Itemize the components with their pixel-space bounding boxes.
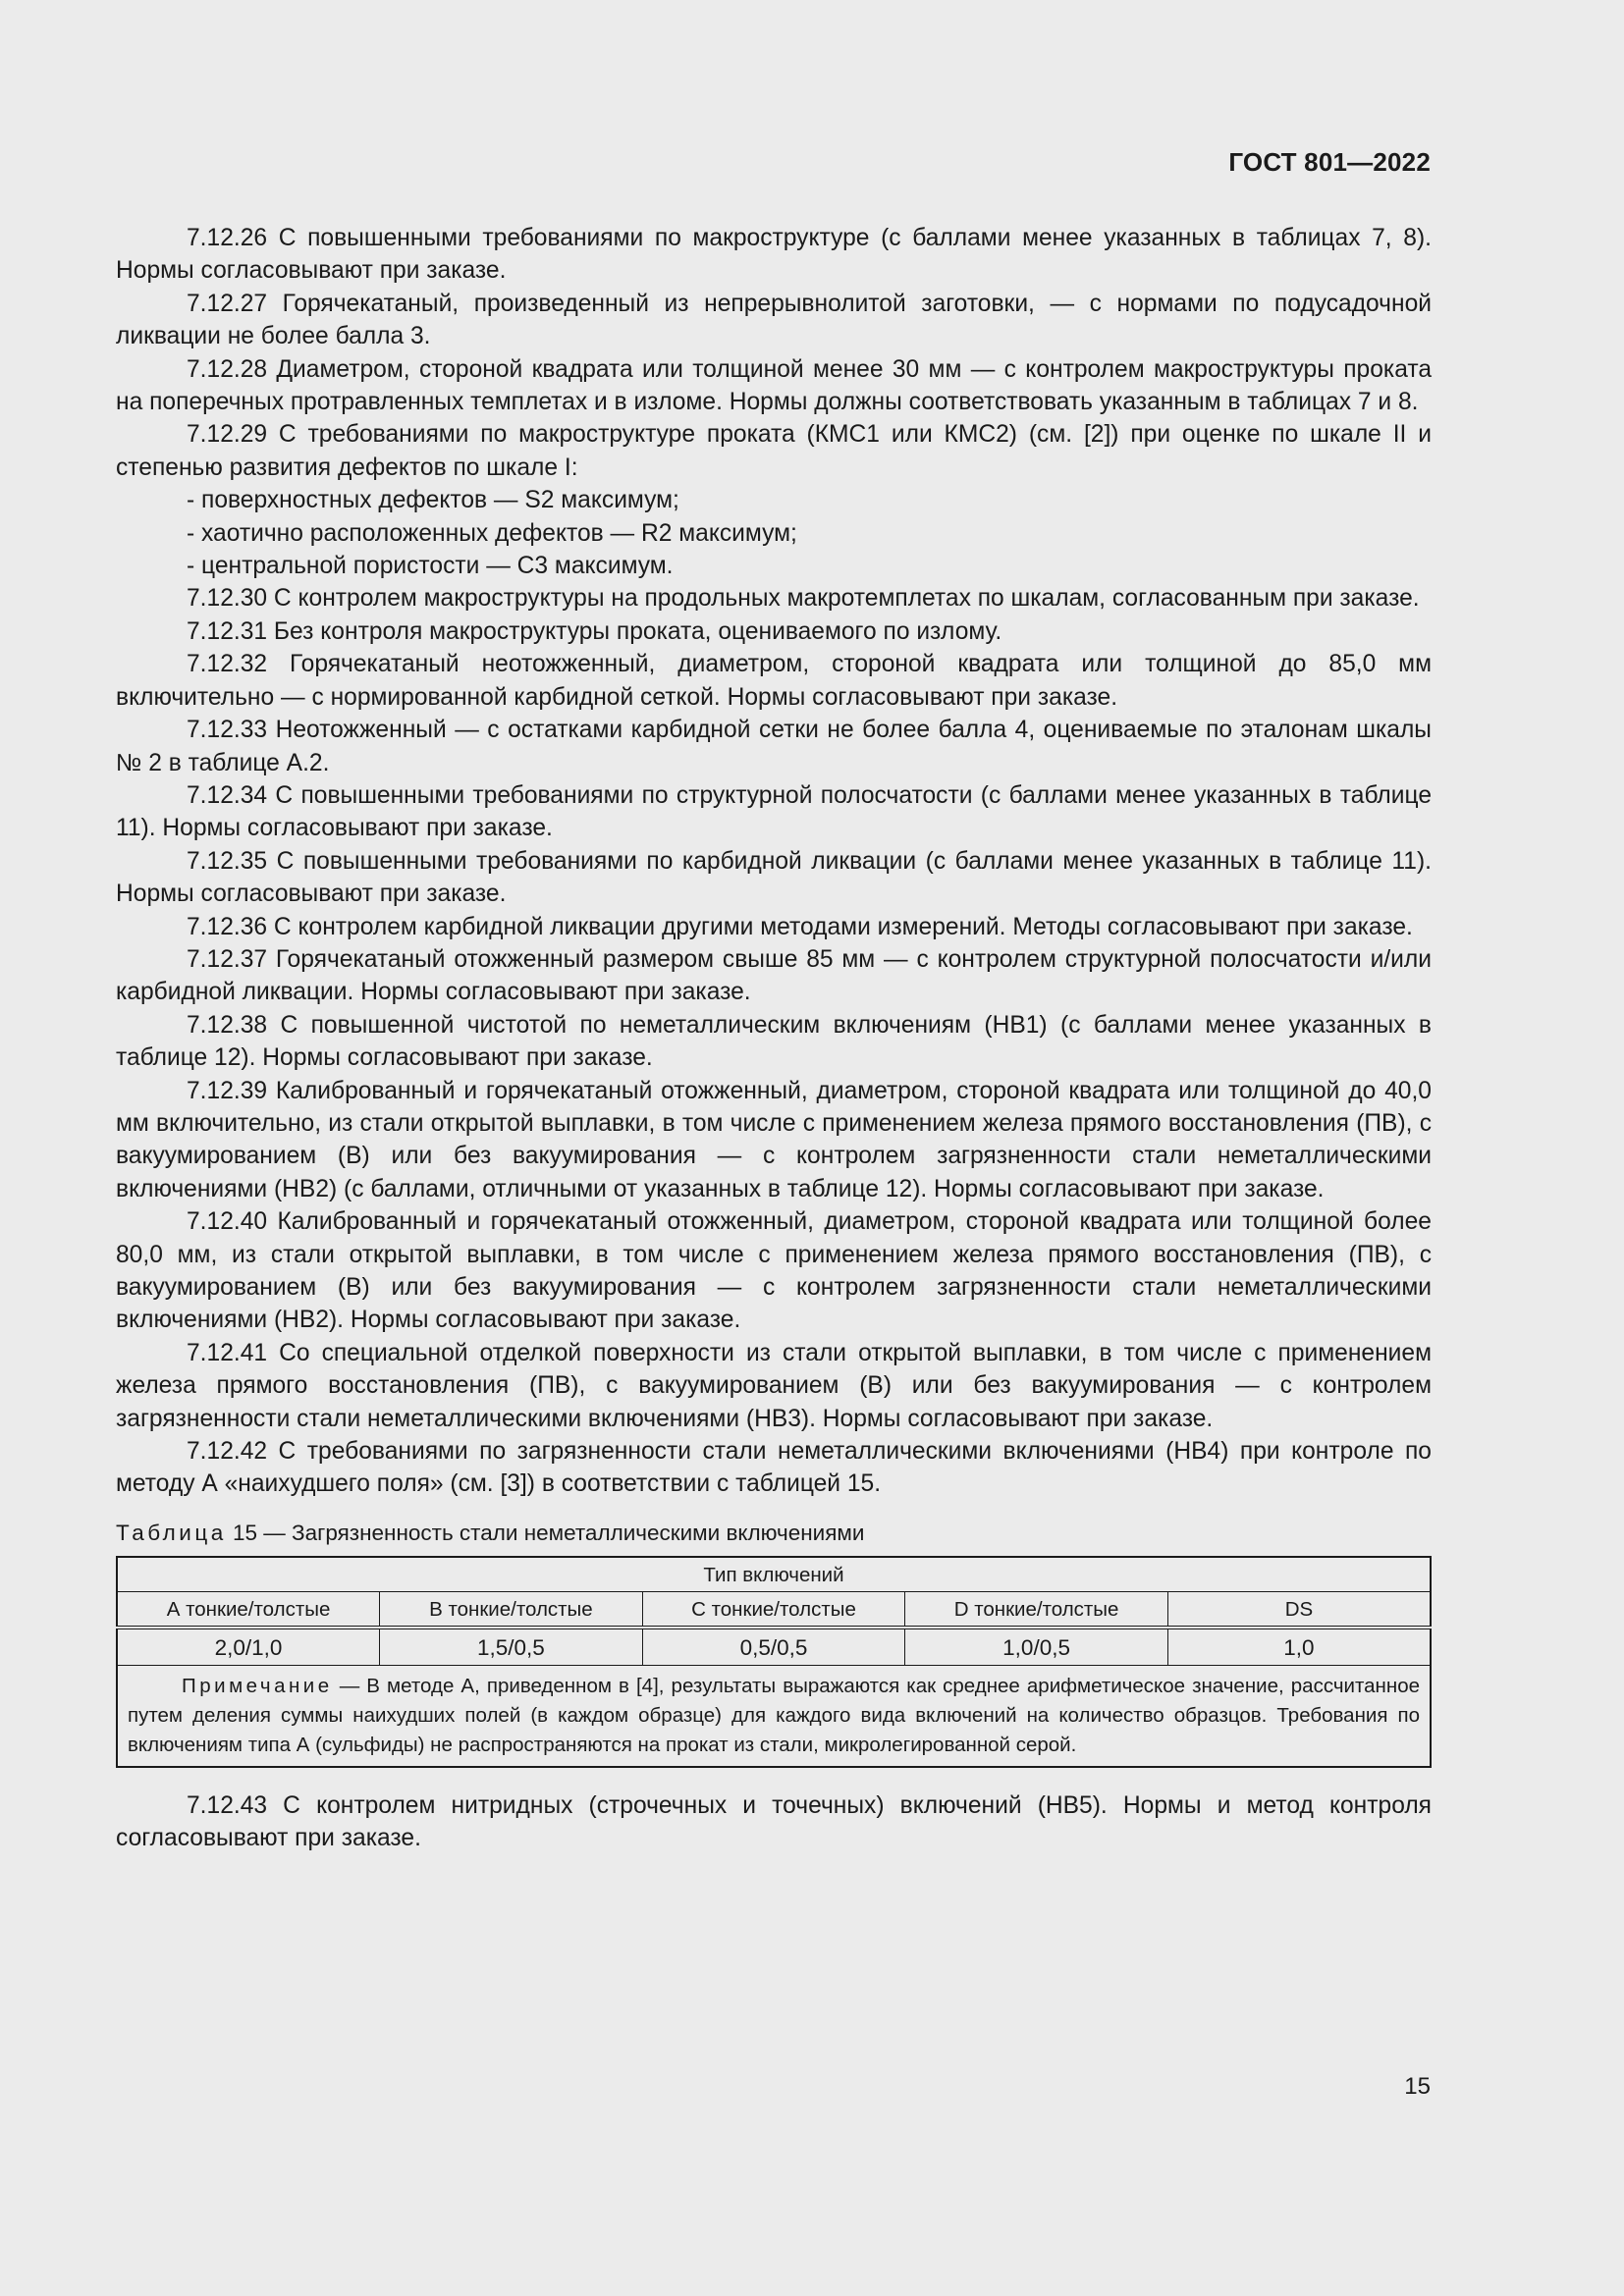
table-cell: 1,0 xyxy=(1167,1628,1431,1666)
paragraph-7-12-28: 7.12.28 Диаметром, стороной квадрата или толщиной менее 30 мм — с контролем макроструктуры проката на поперечных протравленных темплетах и в изломе. Нормы должны соответствовать указанным в таблицах 7 и 8. xyxy=(116,355,1432,416)
table-column-header: В тонкие/толстые xyxy=(380,1591,643,1628)
table-column-header: С тонкие/толстые xyxy=(642,1591,905,1628)
table-column-header: D тонкие/толстые xyxy=(905,1591,1168,1628)
paragraph-7-12-31: 7.12.31 Без контроля макроструктуры проката, оцениваемого по излому. xyxy=(187,617,1002,645)
list-item: - центральной пористости — C3 максимум. xyxy=(187,553,674,580)
paragraph-7-12-34: 7.12.34 С повышенными требованиями по структурной полосчатости (с баллами менее указанных в таблице 11). Нормы согласовывают при заказе. xyxy=(116,781,1432,842)
paragraph-7-12-39: 7.12.39 Калиброванный и горячекатаный отожженный, диаметром, стороной квадрата или толщиной до 40,0 мм включительно, из стали открытой выплавки, в том числе с применением железа прямого восстановления (ПВ), с вакуумированием (В) или без вакуумирования — с контролем загрязненности стали неметаллическими включениями (НВ2) (с баллами, отличными от указанных в таблице 12). Нормы согласовывают при заказе. xyxy=(116,1077,1432,1202)
page-number: 15 xyxy=(1404,2073,1431,2100)
table-caption xyxy=(116,1519,1432,1548)
paragraph-7-12-38: 7.12.38 С повышенной чистотой по неметаллическим включениям (НВ1) (с баллами менее указанных в таблице 12). Нормы согласовывают при заказе. xyxy=(116,1011,1432,1072)
paragraph-7-12-41: 7.12.41 Со специальной отделкой поверхности из стали открытой выплавки, в том числе с применением железа прямого восстановления (ПВ), с вакуумированием (В) или без вакуумирования — с контролем загрязненности стали неметаллическими включениями (НВ3). Нормы согласовывают при заказе. xyxy=(116,1339,1432,1432)
paragraph-7-12-40: 7.12.40 Калиброванный и горячекатаный отожженный, диаметром, стороной квадрата или толщиной более 80,0 мм, из стали открытой выплавки, в том числе с применением железа прямого восстановления (ПВ), с вакуумированием (В) или без вакуумирования — с контролем загрязненности стали неметаллическими включениями (НВ2). Нормы согласовывают при заказе. xyxy=(116,1208,1432,1334)
paragraph-7-12-42: 7.12.42 С требованиями по загрязненности стали неметаллическими включениями (НВ4) при контроле по методу А «наихудшего поля» (см. [3]) в соответствии с таблицей 15. xyxy=(116,1438,1432,1498)
table-row xyxy=(117,1628,1431,1666)
paragraph-7-12-43: 7.12.43 С контролем нитридных (строчечных и точечных) включений (НВ5). Нормы и метод контроля согласовывают при заказе. xyxy=(116,1791,1432,1852)
table-column-header: DS xyxy=(1167,1591,1431,1628)
table-cell: 2,0/1,0 xyxy=(117,1628,380,1666)
paragraph-7-12-26: 7.12.26 С повышенными требованиями по макроструктуре (с баллами менее указанных в таблицах 7, 8). Нормы согласовывают при заказе. xyxy=(116,225,1432,285)
table-caption-label: Таблица xyxy=(116,1520,227,1545)
paragraph-7-12-30: 7.12.30 С контролем макроструктуры на продольных макротемплетах по шкалам, согласованным при заказе. xyxy=(187,585,1420,613)
table-cell: 0,5/0,5 xyxy=(642,1628,905,1666)
table-note-row xyxy=(117,1665,1431,1767)
table-note xyxy=(117,1665,1431,1767)
table-column-header: А тонкие/толстые xyxy=(117,1591,380,1628)
table-group-header-row xyxy=(117,1557,1431,1592)
paragraph-7-12-37: 7.12.37 Горячекатаный отожженный размером свыше 85 мм — с контролем структурной полосчатости и/или карбидной ликвации. Нормы согласовывают при заказе. xyxy=(116,945,1432,1006)
table-caption-text: — Загрязненность стали неметаллическими включениями xyxy=(257,1520,865,1545)
table-note-label: Примечание xyxy=(182,1674,333,1697)
table-caption-number: 15 xyxy=(233,1520,258,1545)
paragraph-7-12-27: 7.12.27 Горячекатаный, произведенный из непрерывнолитой заготовки, — с нормами по подусадочной ликвации не более балла 3. xyxy=(116,290,1432,350)
table-cell: 1,5/0,5 xyxy=(380,1628,643,1666)
inclusions-table xyxy=(116,1556,1432,1768)
table-cell: 1,0/0,5 xyxy=(905,1628,1168,1666)
table-note-text: — В методе А, приведенном в [4], результаты выражаются как среднее арифметическое значение, рассчитанное путем деления суммы наихудших полей (в каждом образце) для каждого вида включений на количество образцов. Требования по включениям типа А (сульфиды) не распространяются на прокат из стали, микролегированной серой. xyxy=(128,1674,1420,1756)
paragraph-7-12-32: 7.12.32 Горячекатаный неотожженный, диаметром, стороной квадрата или толщиной до 85,0 мм включительно — с нормированной карбидной сеткой. Нормы согласовывают при заказе. xyxy=(116,651,1432,711)
paragraph-7-12-36: 7.12.36 С контролем карбидной ликвации другими методами измерений. Методы согласовывают при заказе. xyxy=(187,913,1413,940)
paragraph-7-12-35: 7.12.35 С повышенными требованиями по карбидной ликвации (с баллами менее указанных в таблице 11). Нормы согласовывают при заказе. xyxy=(116,847,1432,908)
document-body xyxy=(116,222,1432,1855)
list-item: - поверхностных дефектов — S2 максимум; xyxy=(187,487,679,514)
paragraph-7-12-33: 7.12.33 Неотожженный — с остатками карбидной сетки не более балла 4, оцениваемые по эталонам шкалы № 2 в таблице А.2. xyxy=(116,717,1432,776)
table-header-row xyxy=(117,1591,1431,1628)
document-header: ГОСТ 801—2022 xyxy=(1228,147,1431,177)
list-item: - хаотично расположенных дефектов — R2 максимум; xyxy=(187,519,797,547)
table-group-header: Тип включений xyxy=(117,1557,1431,1592)
paragraph-7-12-29: 7.12.29 С требованиями по макроструктуре проката (КМС1 или КМС2) (см. [2]) при оценке по шкале II и степенью развития дефектов по шкале I: xyxy=(116,421,1432,481)
